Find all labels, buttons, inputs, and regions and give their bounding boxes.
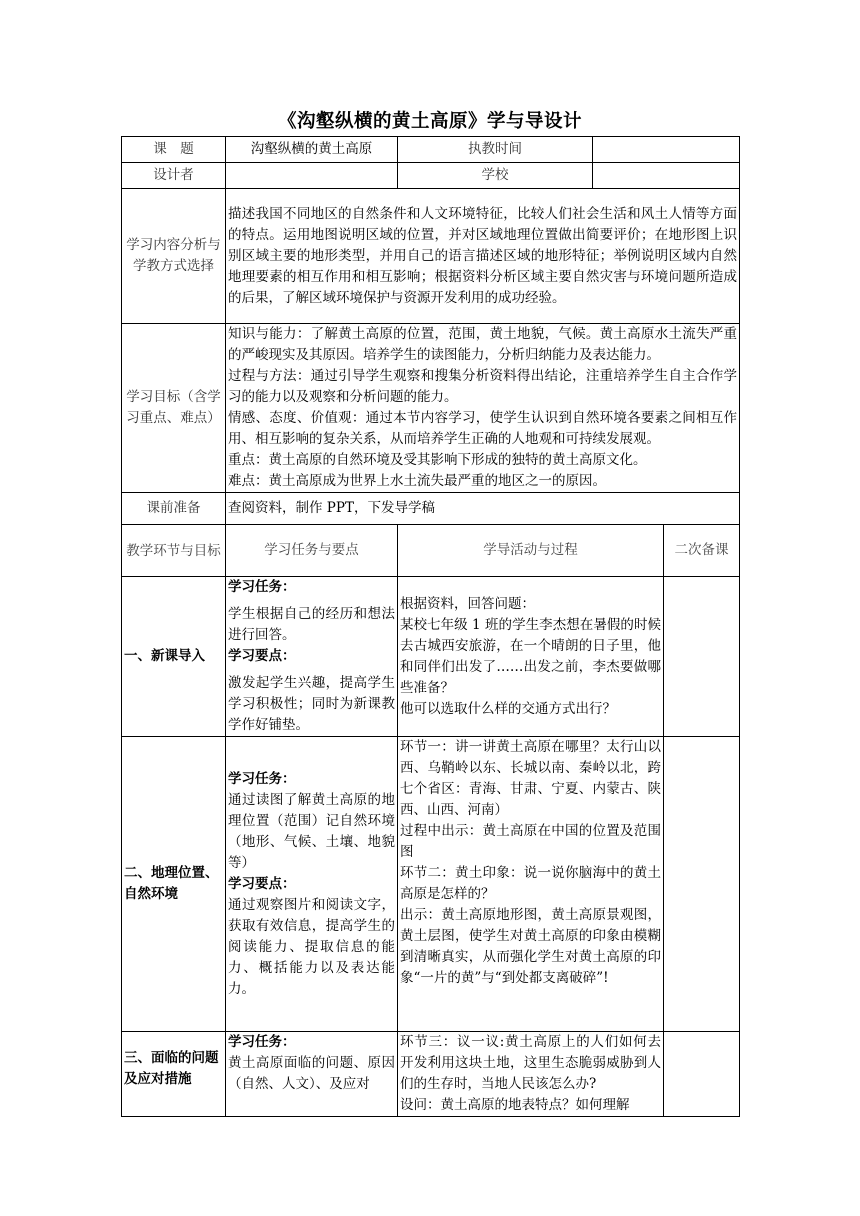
notes-cell-intro [664, 577, 740, 737]
stage-label-problems: 三、面临的问题及应对措施 [122, 1032, 226, 1117]
preparation-label: 课前准备 [122, 493, 226, 525]
stage-label-intro: 一、新课导入 [122, 577, 226, 737]
point-text-intro: 激发起学生兴趣，提高学生学习积极性；同时为新课教学作好铺垫。 [228, 675, 395, 733]
activity-line: 环节二：黄土印象：说一说你脑海中的黄土高原是怎样的？ [400, 865, 661, 902]
objective-attitude: 情感、态度、价值观：通过本节内容学习，使学生认识到自然环境各要素之间相互作用、相互影响的复杂关系，从而培养学生正确的人地观和可持续发展观。 [228, 410, 737, 447]
column-header-activities: 学导活动与过程 [398, 525, 664, 577]
task-heading-intro: 学习任务： [228, 579, 296, 595]
task-cell-problems [226, 1032, 398, 1117]
teaching-time-label: 执教时间 [398, 137, 593, 163]
activity-line: 根据资料，回答问题： [400, 595, 535, 612]
analysis-text: 描述我国不同地区的自然条件和人文环境特征，比较人们社会生活和风土人情等方面的特点。运用地图说明区域的位置，并对区域地理位置做出简要评价；在地形图上识别区域主要的地形类型，并用自己的语言描述区域的地形特征；举例说明区域内自然地理要素的相互作用和相互影响；根据资料分析区域主要自然灾害与环境问题所造成的后果，了解区域环境保护与资源开发利用的成功经验。 [226, 189, 740, 324]
task-cell-intro [226, 577, 398, 737]
activity-line: 环节三：议一议:黄土高原上的人们如何去开发利用这块土地，这里生态脆弱威胁到人们的生存时，当地人民该怎么办? [400, 1034, 661, 1092]
teaching-time-value [593, 137, 740, 163]
designer-label: 设计者 [122, 163, 226, 189]
stage-label-location: 二、地理位置、自然环境 [122, 737, 226, 1032]
analysis-row [122, 189, 740, 324]
activity-cell-location [398, 737, 664, 1032]
stage-row-problems [122, 1032, 740, 1117]
topic-label: 课 题 [122, 137, 226, 163]
designer-value [226, 163, 398, 189]
point-text-location: 通过观察图片和阅读文字，获取有效信息，提高学生的阅读能力、提取信息的能力、概括能力以及表达能力。 [228, 896, 395, 997]
objectives-row [122, 324, 740, 493]
task-cell-location [226, 737, 398, 1032]
stage-row-location [122, 737, 740, 1032]
objectives-content [226, 324, 740, 493]
task-text-location: 通过读图了解黄土高原的地理位置（范围）记自然环境（地形、气候、土壤、地貌等） [228, 791, 395, 871]
lesson-plan-table [121, 136, 740, 1117]
topic-value: 沟壑纵横的黄土高原 [226, 137, 398, 163]
activity-cell-intro [398, 577, 664, 737]
objective-process: 过程与方法：通过引导学生观察和搜集分析资料得出结论，注重培养学生自主合作学习的能力以及观察和分析问题的能力。 [228, 368, 737, 405]
column-header-tasks: 学习任务与要点 [226, 525, 398, 577]
school-value [593, 163, 740, 189]
point-heading-intro: 学习要点： [228, 648, 296, 664]
activity-line: 某校七年级 1 班的学生李杰想在暑假的时候去古城西安旅游，在一个晴朗的日子里，他和同伴们出发了……出发之前，李杰要做哪些准备？ [400, 616, 661, 696]
school-label: 学校 [398, 163, 593, 189]
activity-line: 过程中出示：黄土高原在中国的位置及范围图 [400, 823, 661, 860]
task-heading-location: 学习任务： [228, 770, 296, 787]
column-header-row [122, 525, 740, 577]
objective-difficulty: 难点：黄土高原成为世界上水土流失最严重的地区之一的原因。 [228, 473, 606, 489]
column-header-stage: 教学环节与目标 [122, 525, 226, 577]
notes-cell-problems [664, 1032, 740, 1117]
column-header-notes: 二次备课 [664, 525, 740, 577]
info-row-designer [122, 163, 740, 189]
notes-cell-location [664, 737, 740, 1032]
objectives-label: 学习目标（含学习重点、难点） [122, 324, 226, 493]
task-heading-problems: 学习任务： [228, 1034, 296, 1050]
preparation-text: 查阅资料，制作 PPT，下发导学稿 [226, 493, 740, 525]
task-text-intro: 学生根据自己的经历和想法进行回答。 [228, 606, 395, 643]
activity-line: 出示：黄土高原地形图，黄土高原景观图，黄土层图，使学生对黄土高原的印象由模糊到清晰真实，从而强化学生对黄土高原的印象“一片的黄”与“到处都支离破碎”! [400, 907, 661, 986]
activity-cell-problems [398, 1032, 664, 1117]
stage-row-intro [122, 577, 740, 737]
analysis-label: 学习内容分析与学教方式选择 [122, 189, 226, 324]
objective-knowledge: 知识与能力：了解黄土高原的位置，范围，黄土地貌，气候。黄土高原水土流失严重的严峻现实及其原因。培养学生的读图能力，分析归纳能力及表达能力。 [228, 326, 737, 363]
activity-line: 他可以选取什么样的交通方式出行？ [400, 700, 616, 717]
point-heading-location: 学习要点： [228, 875, 296, 892]
activity-line: 环节一：讲一讲黄土高原在哪里？太行山以西、乌鞘岭以东、长城以南、秦岭以北，跨七个省区：青海、甘肃、宁夏、内蒙古、陕西、山西、河南） [400, 739, 661, 818]
page-title: 《沟壑纵横的黄土高原》学与导设计 [277, 111, 582, 132]
info-row-topic [122, 137, 740, 163]
task-text-problems: 黄土高原面临的问题、原因（自然、人文）、及应对 [228, 1055, 395, 1092]
preparation-row [122, 493, 740, 525]
activity-line: 设问：黄土高原的地表特点？如何理解 [400, 1097, 630, 1113]
objective-key-point: 重点：黄土高原的自然环境及受其影响下形成的独特的黄土高原文化。 [228, 452, 647, 468]
